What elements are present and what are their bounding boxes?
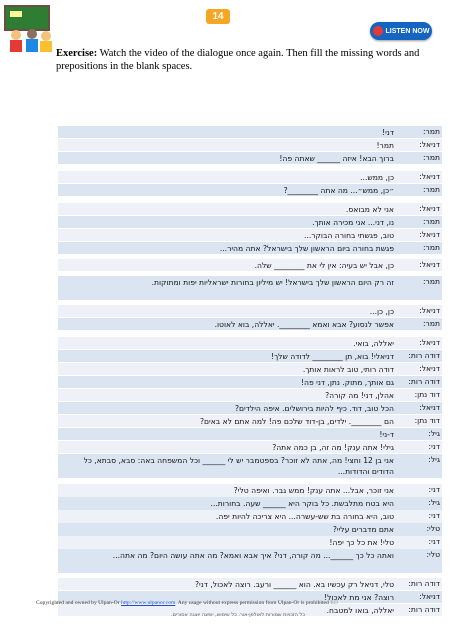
dialogue-row	[58, 126, 442, 138]
dialogue-line: היא בטח מתלבשת. כל בוקר היא ______ שעה. בחורות...	[210, 499, 394, 509]
dialogue-line: אתם מדברים עליי?	[332, 525, 394, 535]
dialogue-row	[58, 363, 442, 375]
speaker-name: תמר:	[423, 318, 440, 328]
dialogue-row	[58, 139, 442, 151]
speaker-name: דניאל:	[419, 402, 440, 412]
dialogue-line: פגשת בחורה ביום הראשון שלך בישראל? אתה מהיר...	[219, 244, 394, 253]
ulpanor-link[interactable]: http://www.ulpanor.com	[120, 600, 176, 606]
dialogue-row	[58, 171, 442, 183]
listen-now-label: LISTEN NOW	[385, 27, 430, 35]
dialogue-line: טוב, פגשתי בחורה הבוקר...	[304, 231, 394, 240]
dialogue-row	[58, 578, 442, 590]
dialogue-line: טלי! את כל כך יפה!	[329, 538, 394, 548]
dialogue-row	[58, 216, 442, 228]
speaker-name: דוד נתן:	[414, 415, 440, 425]
dialogue-line: אני זוכר, אבל... אתה ענק! ממש גבר. ואיפה טלי?	[233, 486, 394, 496]
speaker-name: דניאל:	[419, 337, 440, 347]
dialogue-row	[58, 389, 442, 401]
dialogue-row	[58, 402, 442, 414]
speaker-name: תמר:	[423, 243, 440, 252]
dialogue-row	[58, 242, 442, 254]
dialogue-line: נו, דני... אני מכירה אותך.	[312, 218, 394, 227]
speaker-name: גיל:	[428, 454, 440, 464]
dialogue-row	[58, 350, 442, 362]
dialogue-line: יאללה, בואו למטבח.	[326, 605, 394, 615]
dialogue-line: טלי, דניאל רק עכשיו בא. הוא ______ ורעב. רוצה לאכול, דני?	[195, 579, 394, 589]
dialogue-row	[58, 454, 442, 478]
dialogue-line: כן, כן...	[369, 306, 394, 316]
speaker-name: טלי:	[426, 524, 440, 534]
copyright-footer	[36, 600, 436, 606]
speaker-name: דניאל:	[419, 260, 440, 269]
exercise-instructions	[56, 47, 436, 73]
dialogue-row	[58, 484, 442, 496]
speaker-name: דניאל:	[419, 305, 440, 315]
speaker-name: דוד נתן:	[414, 389, 440, 399]
speaker-name: דניאל:	[419, 230, 440, 239]
dialogue-row	[58, 203, 442, 215]
speaker-name: תמר:	[423, 217, 440, 226]
dialogue-line: דודה רותי, טוב לראות אותך.	[302, 364, 394, 374]
dialogue-line: גם אותך, מתוק. נתן, דני פה!	[300, 377, 394, 387]
dialogue-row	[58, 415, 442, 427]
speaker-name: דניאל:	[419, 140, 440, 149]
dialogue-line: אפשר לנסוע? אבא ואמא ________. יאללה, בוא לאוטו.	[214, 319, 394, 329]
dialogue-row	[58, 549, 442, 573]
speaker-name: תמר:	[423, 153, 440, 162]
listen-now-button[interactable]	[370, 22, 432, 40]
dialogue-line: ואתה כל כך ______... מה קורה, דני? איך אבא ואמא? מה אתה עושה היום? מה אתה...	[112, 551, 394, 561]
speaker-name: גיל:	[428, 428, 440, 438]
speaker-name: טלי:	[426, 550, 440, 560]
speaker-name: דני:	[428, 511, 440, 521]
dialogue-row	[58, 523, 442, 535]
dialogue-row	[58, 497, 442, 509]
play-icon	[373, 26, 383, 36]
classroom-illustration	[2, 2, 54, 54]
copyright-footer-hebrew: כל הזכויות שמורות לאולפן-אור. כל שימוש, יופצה יוצגה אסורים.	[171, 612, 305, 618]
footer-mark: RD	[330, 600, 338, 606]
footer-prefix: Copyrighted and owned by Ulpan-Or	[36, 600, 121, 606]
dialogue-line: הם ________. ילדים, בן-דוד שלכם פה! למה אתם לא באים?	[199, 416, 394, 426]
speaker-name: תמר:	[423, 127, 440, 136]
dialogue-row	[58, 318, 442, 330]
dialogue-line: הכל טוב, דוד. כיף להיות בירושלים. איפה הילדים?	[234, 403, 394, 413]
speaker-name: דני:	[428, 537, 440, 547]
dialogue-line: אני בן 12 וחצי! מה, אתה לא זוכר? בספטמבר יש לי ______ וכל המשפחה באה: סבא, סבתא, כל הדודים והדודות...	[83, 455, 394, 476]
speaker-name: תמר:	[423, 185, 440, 194]
speaker-name: תמר:	[423, 277, 440, 286]
dialogue-line: תמר!	[376, 141, 394, 150]
dialogue-row	[58, 184, 442, 196]
dialogue-row	[58, 441, 442, 453]
dialogue-line: אהלן, דני! מה קורה?	[325, 390, 394, 400]
speaker-name: דודה רות:	[408, 376, 440, 386]
dialogue-row	[58, 229, 442, 241]
dialogue-row	[58, 305, 442, 317]
dialogue-line: רוצה? אני מת לאכול!	[324, 592, 394, 602]
exercise-text: Watch the video of the dialogue once again. Then fill the missing words and prepositions in the blank spaces.	[56, 48, 420, 72]
dialogue-row	[58, 510, 442, 522]
dialogue-line: כן, אבל יש בעיה: אין לי את ________ שלה.	[254, 261, 394, 270]
dialogue-line: דני!	[382, 128, 394, 137]
speaker-name: דודה רות:	[408, 578, 440, 588]
dialogue-line: אני לא מבואס.	[345, 205, 394, 214]
speaker-name: דניאל:	[419, 363, 440, 373]
dialogue-line: גילי! אתה ענק! מה זה, בן כמה אתה?	[272, 442, 394, 452]
speaker-name: דניאל:	[419, 172, 440, 181]
dialogue-row	[58, 276, 442, 300]
footer-suffix: . Any usage without express permission from Ulpan-Or is prohibited	[175, 600, 329, 606]
dialogue-row	[58, 428, 442, 440]
dialogue-row	[58, 259, 442, 271]
speaker-name: דני:	[428, 441, 440, 451]
speaker-name: דניאל:	[419, 204, 440, 213]
speaker-name: גיל:	[428, 498, 440, 508]
speaker-name: דודה רות:	[408, 604, 440, 614]
dialogue-line: ברוך הבא! איזה ______ שאתה פה!	[279, 154, 394, 163]
exercise-label: Exercise:	[56, 48, 98, 59]
dialogue-line: ״כן, ממש״... מה אתה ________?	[283, 186, 394, 195]
dialogue-line: ד-ני!	[379, 429, 394, 439]
dialogue-row	[58, 337, 442, 349]
dialogue-line: טוב, היא בחורה בת שש-עשרה... היא צריכה להיות יפה.	[215, 512, 394, 522]
dialogue-line: יאללה, בואי.	[353, 338, 394, 348]
dialogue-row	[58, 536, 442, 548]
speaker-name: דני:	[428, 485, 440, 495]
dialogue-line: דניאלי! בוא, תן ________ לדודה שלך!	[271, 351, 394, 361]
speaker-name: דודה רות:	[408, 350, 440, 360]
dialogue-line: כן, ממש...	[360, 173, 394, 182]
dialogue-row	[58, 376, 442, 388]
dialogue-row	[58, 152, 442, 164]
dialogue-line: זה רק היום הראשון שלך בישראל! יש מיליון בחורות ישראליות יפות ומתוקות.	[151, 278, 394, 287]
page-number: 14	[206, 9, 230, 24]
speaker-name: דניאל:	[419, 591, 440, 601]
